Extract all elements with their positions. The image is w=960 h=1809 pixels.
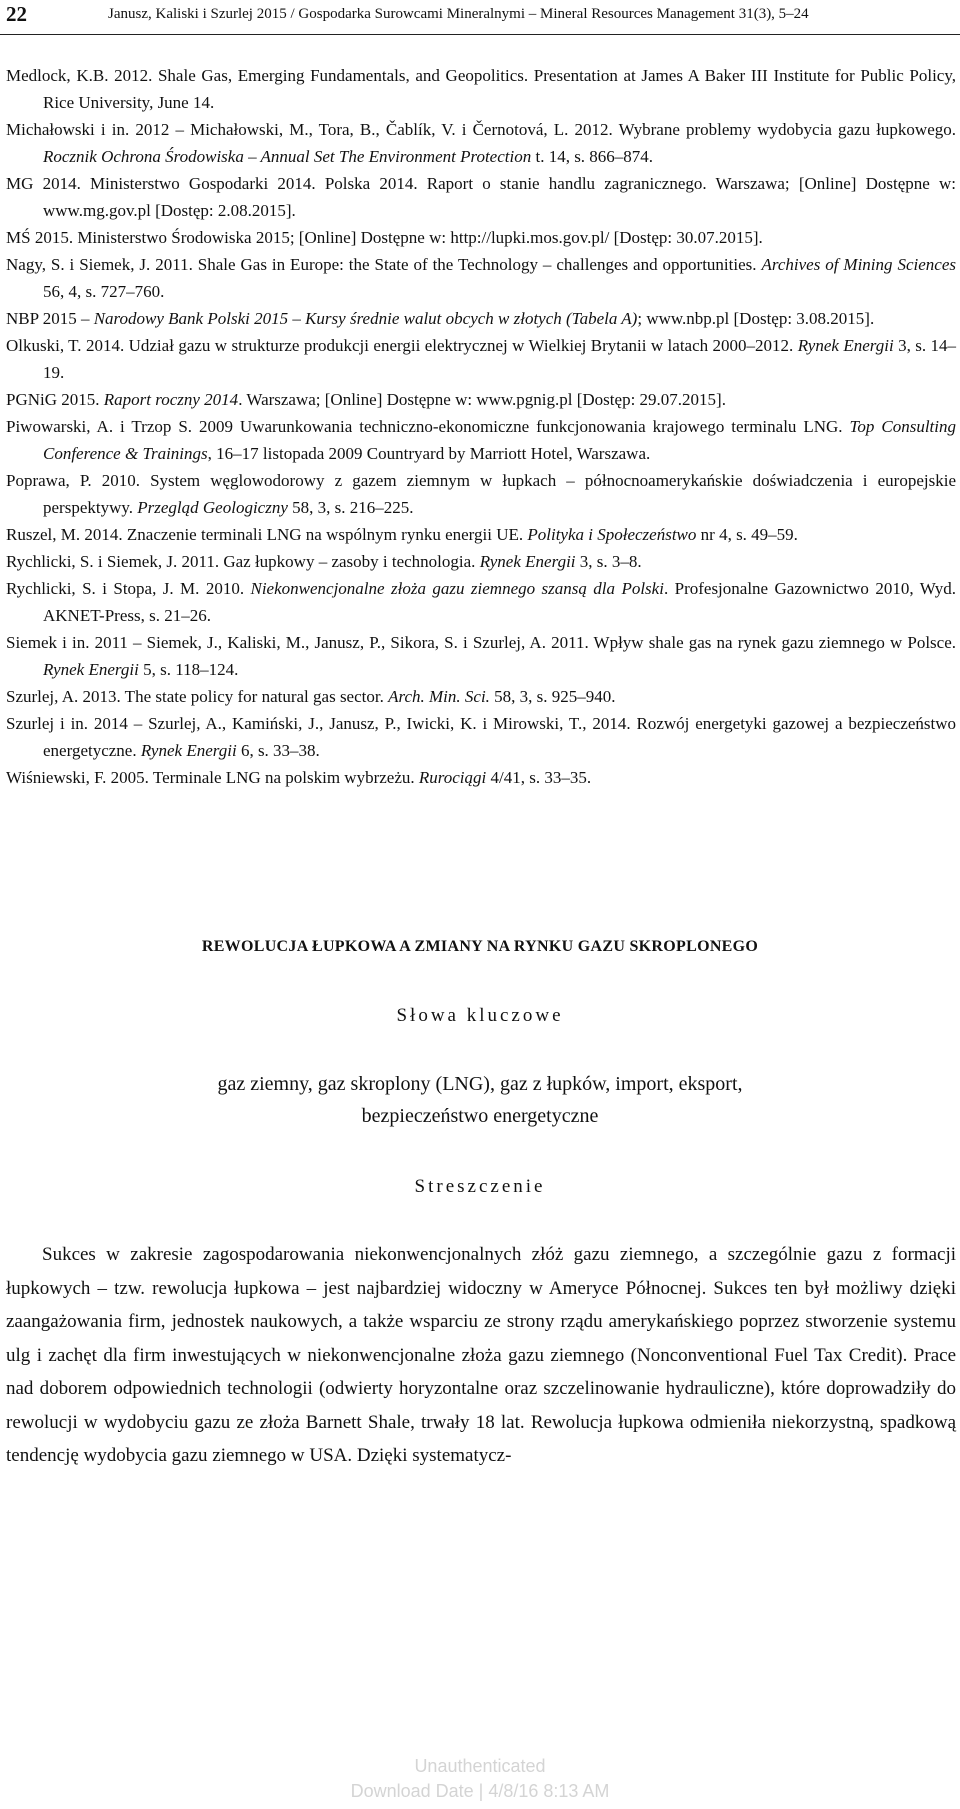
reference-text: , 16–17 listopada 2009 Countryard by Marriott Hotel, Warszawa. bbox=[207, 444, 651, 463]
reference-source-title: Rocznik Ochrona Środowiska – Annual Set The Environment Protection bbox=[43, 147, 532, 166]
watermark-line: Download Date | 4/8/16 8:13 AM bbox=[350, 1781, 610, 1801]
keywords-text bbox=[150, 1068, 810, 1132]
header-rule bbox=[0, 34, 960, 35]
reference-text: 6, s. 33–38. bbox=[236, 741, 320, 760]
reference-entry bbox=[6, 710, 956, 764]
reference-text: 58, 3, s. 216–225. bbox=[287, 498, 414, 517]
reference-text: Rychlicki, S. i Siemek, J. 2011. Gaz łupkowy – zasoby i technologia. bbox=[6, 552, 480, 571]
reference-text: Siemek i in. 2011 – Siemek, J., Kaliski, M., Janusz, P., Sikora, S. i Szurlej, A. 2011. Wpływ shale gas na rynek gazu ziemnego w Polsce. bbox=[6, 633, 956, 652]
reference-source-title: Rynek Energii bbox=[140, 741, 237, 760]
reference-text: ; www.nbp.pl [Dostęp: 3.08.2015]. bbox=[637, 309, 875, 328]
reference-text: Piwowarski, A. i Trzop S. 2009 Uwarunkowania techniczno-ekonomiczne funkcjonowania krajowego terminalu LNG. bbox=[6, 417, 850, 436]
reference-entry bbox=[6, 251, 956, 305]
abstract-text: Sukces w zakresie zagospodarowania niekonwencjonalnych złóż gazu ziemnego, a szczególnie gazu z formacji łupkowych – tzw. rewolucja łupkowa – jest najbardziej widoczny w Ameryce Północnej. Sukces ten był możliwy dzięki zaangażowania firm, jednostek naukowych, a także wsparciu ze strony rządu amerykańskiego poprzez stworzenie systemu ulg i zachęt dla firm inwestujących w niekonwencjonalne złoża gazu ziemnego (Nonconventional Fuel Tax Credit). Prace nad doborem odpowiednich technologii (odwierty horyzontalne oraz szczelinowanie hydrauliczne), które doprowadziły do rewolucji w wydobyciu gazu ze złoża Barnett Shale, trwały 18 lat. Rewolucja łupkowa odmieniła niekorzystną, spadkową tendencję wydobycia gazu ziemnego w USA. Dzięki systematycz- bbox=[6, 1244, 956, 1466]
running-head: Janusz, Kaliski i Szurlej 2015 / Gospodarka Surowcami Mineralnymi – Mineral Resources Management 31(3), 5–24 bbox=[108, 6, 809, 22]
reference-entry bbox=[6, 62, 956, 116]
reference-entry bbox=[6, 305, 956, 332]
watermark-line: Unauthenticated bbox=[414, 1756, 546, 1776]
reference-source-title: Rynek Energii bbox=[43, 660, 139, 679]
reference-text: MG 2014. Ministerstwo Gospodarki 2014. Polska 2014. Raport o stanie handlu zagranicznego. Warszawa; [Online] Dostępne w: www.mg.gov.pl [Dostęp: 2.08.2015]. bbox=[6, 174, 956, 220]
reference-text: Szurlej, A. 2013. The state policy for natural gas sector. bbox=[6, 687, 389, 706]
reference-entry bbox=[6, 548, 956, 575]
reference-source-title: Arch. Min. Sci. bbox=[388, 687, 490, 706]
keywords-heading: Słowa kluczowe bbox=[396, 1005, 564, 1026]
reference-text: Medlock, K.B. 2012. Shale Gas, Emerging Fundamentals, and Geopolitics. Presentation at James A Baker III Institute for Public Policy, Rice University, June 14. bbox=[6, 66, 956, 112]
reference-text: NBP 2015 – bbox=[6, 309, 94, 328]
reference-text: 58, 3, s. 925–940. bbox=[489, 687, 616, 706]
reference-entry bbox=[6, 629, 956, 683]
reference-source-title: Archives of Mining Sciences bbox=[761, 255, 956, 274]
reference-entry bbox=[6, 224, 956, 251]
keywords-line: gaz ziemny, gaz skroplony (LNG), gaz z łupków, import, eksport, bbox=[217, 1073, 743, 1095]
reference-source-title: Top Consulting Conference & Trainings bbox=[43, 417, 956, 463]
reference-text: PGNiG 2015. bbox=[6, 390, 104, 409]
reference-source-title: Narodowy Bank Polski 2015 – Kursy średnie walut obcych w złotych (Tabela A) bbox=[93, 309, 638, 328]
reference-text: Rychlicki, S. i Stopa, J. M. 2010. bbox=[6, 579, 251, 598]
reference-text: 4/41, s. 33–35. bbox=[486, 768, 592, 787]
reference-text: t. 14, s. 866–874. bbox=[531, 147, 654, 166]
reference-text: Szurlej i in. 2014 – Szurlej, A., Kamiński, J., Janusz, P., Iwicki, K. i Mirowski, T., 2014. Rozwój energetyki gazowej a bezpieczeństwo energetyczne. bbox=[6, 714, 956, 760]
download-watermark bbox=[0, 1754, 960, 1804]
reference-text: . Profesjonalne Gazownictwo 2010, Wyd. AKNET-Press, s. 21–26. bbox=[43, 579, 956, 625]
reference-text: 3, s. 3–8. bbox=[575, 552, 642, 571]
reference-entry bbox=[6, 521, 956, 548]
reference-source-title: Raport roczny 2014 bbox=[103, 390, 239, 409]
reference-entry bbox=[6, 386, 956, 413]
reference-source-title: Rurociągi bbox=[418, 768, 487, 787]
reference-text: . Warszawa; [Online] Dostępne w: www.pgnig.pl [Dostęp: 29.07.2015]. bbox=[238, 390, 726, 409]
reference-text: Poprawa, P. 2010. System węglowodorowy z gazem ziemnym w łupkach – północnoamerykańskie doświadczenia i europejskie perspektywy. bbox=[6, 471, 956, 517]
reference-text: 56, 4, s. 727–760. bbox=[43, 282, 165, 301]
keywords-line: bezpieczeństwo energetyczne bbox=[361, 1105, 599, 1127]
reference-text: Nagy, S. i Siemek, J. 2011. Shale Gas in Europe: the State of the Technology – challenges and opportunities. bbox=[6, 255, 762, 274]
page-header bbox=[0, 0, 960, 34]
reference-entry bbox=[6, 116, 956, 170]
reference-text: Olkuski, T. 2014. Udział gazu w strukturze produkcji energii elektrycznej w Wielkiej Brytanii w latach 2000–2012. bbox=[6, 336, 798, 355]
reference-text: 5, s. 118–124. bbox=[138, 660, 239, 679]
page-number: 22 bbox=[6, 2, 27, 26]
reference-source-title: Rynek Energii bbox=[797, 336, 894, 355]
reference-entry bbox=[6, 575, 956, 629]
reference-source-title: Polityka i Społeczeństwo bbox=[527, 525, 697, 544]
reference-source-title: Przegląd Geologiczny bbox=[137, 498, 288, 517]
reference-text: MŚ 2015. Ministerstwo Środowiska 2015; [Online] Dostępne w: http://lupki.mos.gov.pl/ [Dostęp: 30.07.2015]. bbox=[6, 228, 763, 247]
reference-entry bbox=[6, 764, 956, 791]
reference-entry bbox=[6, 467, 956, 521]
reference-entry bbox=[6, 170, 956, 224]
reference-entry bbox=[6, 683, 956, 710]
reference-entry bbox=[6, 413, 956, 467]
reference-text: nr 4, s. 49–59. bbox=[696, 525, 798, 544]
section-title: REWOLUCJA ŁUPKOWA A ZMIANY NA RYNKU GAZU SKROPLONEGO bbox=[201, 938, 759, 955]
reference-source-title: Niekonwencjonalne złoża gazu ziemnego szansą dla Polski bbox=[250, 579, 664, 598]
reference-text: Ruszel, M. 2014. Znaczenie terminali LNG na wspólnym rynku energii UE. bbox=[6, 525, 528, 544]
reference-entry bbox=[6, 332, 956, 386]
reference-text: Michałowski i in. 2012 – Michałowski, M., Tora, B., Čablík, V. i Černotová, L. 2012. Wybrane problemy wydobycia gazu łupkowego. bbox=[6, 120, 956, 139]
reference-text: Wiśniewski, F. 2005. Terminale LNG na polskim wybrzeżu. bbox=[6, 768, 419, 787]
reference-text: 3, s. 14–19. bbox=[43, 336, 957, 382]
reference-list bbox=[6, 62, 956, 791]
reference-source-title: Rynek Energii bbox=[479, 552, 576, 571]
abstract-heading: Streszczenie bbox=[414, 1176, 546, 1197]
